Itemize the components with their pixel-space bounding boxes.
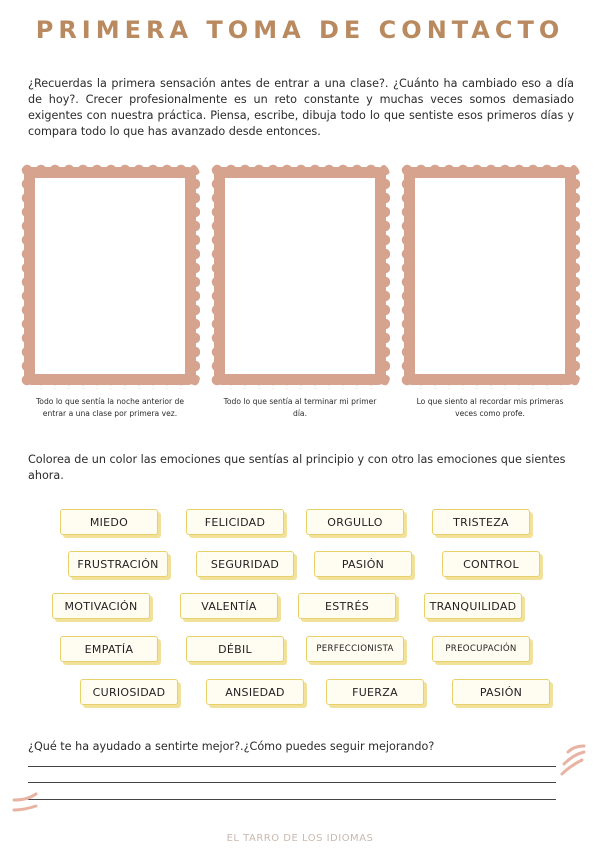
emotion-tag[interactable]: TRISTEZA [432, 509, 530, 535]
emotion-tag[interactable]: EMPATÍA [60, 636, 158, 662]
intro-paragraph: ¿Recuerdas la primera sensación antes de entrar a una clase?. ¿Cuánto ha cambiado eso a día de hoy?. Crecer profesionalmente es un reto constante y muchas veces somos demasiado exigentes con nuestra práctica. Piensa, escribe, dibuja todo lo que sentiste esos primeros días y compara todo lo que has avanzado desde entonces. [28, 77, 574, 138]
drawing-frame-2[interactable] [214, 167, 386, 385]
answer-line[interactable] [28, 766, 556, 767]
drawing-frame-3[interactable] [404, 167, 576, 385]
frame-caption-2: Todo lo que sentía al terminar mi primer día. [223, 397, 377, 418]
emotion-tag[interactable]: ORGULLO [306, 509, 404, 535]
flourish-left-icon [10, 788, 40, 818]
emotion-tag[interactable]: SEGURIDAD [196, 551, 294, 577]
emotion-tag[interactable]: DÉBIL [186, 636, 284, 662]
frame-caption-3: Lo que siento al recordar mis primeras veces como profe. [416, 397, 564, 418]
emotion-tag[interactable]: FRUSTRACIÓN [68, 551, 168, 577]
emotion-tag[interactable]: FELICIDAD [186, 509, 284, 535]
emotion-tag[interactable]: TRANQUILIDAD [424, 593, 522, 619]
drawing-frame-1[interactable] [24, 167, 196, 385]
emotion-tag[interactable]: PASIÓN [314, 551, 412, 577]
emotion-tag[interactable]: FUERZA [326, 679, 424, 705]
answer-line[interactable] [28, 782, 556, 783]
reflection-question: ¿Qué te ha ayudado a sentirte mejor?.¿Cómo puedes seguir mejorando? [28, 740, 435, 753]
emotion-tag[interactable]: ANSIEDAD [206, 679, 304, 705]
flourish-right-icon [558, 742, 588, 778]
page-title: PRIMERA TOMA DE CONTACTO [35, 16, 565, 44]
emotion-tag[interactable]: MOTIVACIÓN [52, 593, 150, 619]
footer-brand: EL TARRO DE LOS IDIOMAS [226, 833, 374, 844]
emotion-tag[interactable]: ESTRÉS [298, 593, 396, 619]
emotion-tag[interactable]: PASIÓN [452, 679, 550, 705]
emotion-tag[interactable]: VALENTÍA [180, 593, 278, 619]
emotion-tag[interactable]: MIEDO [60, 509, 158, 535]
emotion-tag[interactable]: PERFECCIONISTA [306, 636, 404, 662]
emotion-tag[interactable]: PREOCUPACIÓN [432, 636, 530, 662]
emotion-tag[interactable]: CURIOSIDAD [80, 679, 178, 705]
answer-line[interactable] [28, 799, 556, 800]
emotion-tag[interactable]: CONTROL [442, 551, 540, 577]
emotions-instruction: Colorea de un color las emociones que sentías al principio y con otro las emociones que sientes ahora. [28, 453, 566, 482]
frame-caption-1: Todo lo que sentía la noche anterior de entrar a una clase por primera vez. [35, 397, 185, 418]
